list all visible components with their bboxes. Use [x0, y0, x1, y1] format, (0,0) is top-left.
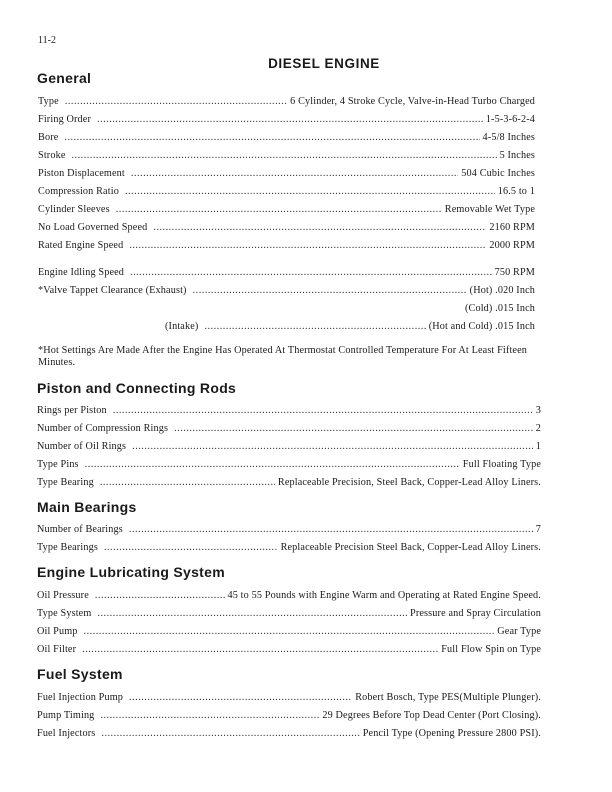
spec-row-no-load-governed-speed [38, 222, 535, 233]
dot-leader [85, 459, 460, 470]
spec-row-stroke [38, 150, 535, 161]
spec-row-type [38, 96, 535, 107]
spec-value: 45 to 55 Pounds with Engine Warm and Operating at Rated Engine Speed. [227, 590, 541, 601]
dot-leader [130, 267, 492, 278]
spec-row-cylinder-sleeves [38, 204, 535, 215]
spec-label: Number of Compression Rings [37, 423, 169, 434]
dot-leader [72, 150, 497, 161]
spec-label: Number of Oil Rings [37, 441, 127, 452]
spec-row-fuel-injection-pump [37, 692, 541, 703]
spec-row-pump-timing [37, 710, 541, 721]
section-heading-general: General [37, 70, 92, 86]
spec-label: Fuel Injection Pump [37, 692, 124, 703]
dot-leader [82, 644, 438, 655]
spec-label: Stroke [38, 150, 66, 161]
spec-label: (Intake) [165, 321, 199, 332]
dot-leader [129, 524, 533, 535]
spec-row-type-pins [37, 459, 541, 470]
spec-value: 2 [535, 423, 541, 434]
spec-label: Compression Ratio [38, 186, 119, 197]
spec-value: 5 Inches [499, 150, 535, 161]
spec-label: Oil Filter [37, 644, 77, 655]
dot-leader [64, 132, 479, 143]
spec-label: No Load Governed Speed [38, 222, 148, 233]
spec-row-oil-filter [37, 644, 541, 655]
dot-leader [116, 204, 442, 215]
spec-value: 3 [535, 405, 541, 416]
dot-leader [129, 692, 352, 703]
spec-row-compression-ratio [38, 186, 535, 197]
section-heading-fuel-system: Fuel System [37, 666, 123, 682]
spec-row-fuel-injectors [37, 728, 541, 739]
section-heading-piston: Piston and Connecting Rods [37, 380, 237, 396]
spec-label: Type Bearing [37, 477, 94, 488]
dot-leader [84, 626, 495, 637]
spec-label: Type Pins [37, 459, 79, 470]
dot-leader [131, 168, 458, 179]
spec-row-type-bearings [37, 542, 541, 553]
spec-value: 2160 RPM [489, 222, 535, 233]
spec-value: 750 RPM [494, 267, 535, 278]
spec-row-compression-rings [37, 423, 541, 434]
section-heading-main-bearings: Main Bearings [37, 499, 137, 515]
spec-row-engine-idling-speed [38, 267, 535, 278]
spec-label: Piston Displacement [38, 168, 125, 179]
spec-value: 1 [535, 441, 541, 452]
spec-label: Type Bearings [37, 542, 98, 553]
spec-value: 4-5/8 Inches [482, 132, 535, 143]
spec-value: Replaceable Precision Steel Back, Copper-Lead Alloy Liners. [280, 542, 541, 553]
spec-value: 6 Cylinder, 4 Stroke Cycle, Valve-in-Head Turbo Charged [290, 96, 535, 107]
spec-value: Replaceable Precision, Steel Back, Copper-Lead Alloy Liners. [277, 477, 541, 488]
spec-label: Engine Idling Speed [38, 267, 125, 278]
spec-label: Type System [37, 608, 92, 619]
dot-leader [153, 222, 486, 233]
dot-leader [129, 240, 486, 251]
page-number: 11-2 [38, 35, 56, 46]
spec-row-rated-engine-speed [38, 240, 535, 251]
spec-row-bore [38, 132, 535, 143]
dot-leader [65, 96, 287, 107]
spec-label: Firing Order [38, 114, 92, 125]
footnote-hot-settings: *Hot Settings Are Made After the Engine Has Operated At Thermostat Controlled Temperature For At Least Fifteen Minutes. [38, 345, 528, 368]
spec-value: (Hot and Cold) .015 Inch [428, 321, 535, 332]
spec-row-type-bearing [37, 477, 541, 488]
dot-leader [104, 542, 278, 553]
spec-row-oil-pressure [37, 590, 541, 601]
spec-row-valve-tappet-exhaust [38, 285, 535, 296]
spec-value: (Hot) .020 Inch [469, 285, 535, 296]
dot-leader [204, 321, 425, 332]
spec-value: 2000 RPM [489, 240, 535, 251]
dot-leader [97, 608, 407, 619]
spec-label: Fuel Injectors [37, 728, 96, 739]
spec-row-oil-rings [37, 441, 541, 452]
spec-value: Pressure and Spray Circulation [410, 608, 541, 619]
spec-value: 16.5 to 1 [497, 186, 535, 197]
spec-value: Gear Type [497, 626, 541, 637]
spec-row-rings-per-piston [37, 405, 541, 416]
dot-leader [174, 423, 533, 434]
spec-label: Bore [38, 132, 59, 143]
spec-value: 1-5-3-6-2-4 [485, 114, 535, 125]
spec-row-oil-pump [37, 626, 541, 637]
spec-value: Full Flow Spin on Type [441, 644, 541, 655]
spec-row-type-system [37, 608, 541, 619]
dot-leader [97, 114, 483, 125]
spec-label: Type [38, 96, 59, 107]
spec-label: Rated Engine Speed [38, 240, 124, 251]
dot-leader [193, 285, 467, 296]
spec-row-piston-displacement [38, 168, 535, 179]
spec-label: Rings per Piston [37, 405, 107, 416]
spec-row-firing-order [38, 114, 535, 125]
spec-value: (Cold) .015 Inch [464, 303, 535, 314]
dot-leader [95, 590, 225, 601]
spec-label: *Valve Tappet Clearance (Exhaust) [38, 285, 187, 296]
spec-row-valve-tappet-intake [165, 321, 535, 332]
dot-leader [132, 441, 533, 452]
spec-value: Pencil Type (Opening Pressure 2800 PSI). [362, 728, 541, 739]
spec-value: 504 Cubic Inches [461, 168, 535, 179]
spec-value: Removable Wet Type [444, 204, 535, 215]
spec-label: Oil Pump [37, 626, 78, 637]
spec-label: Pump Timing [37, 710, 95, 721]
spec-row-number-of-bearings [37, 524, 541, 535]
spec-value: Full Floating Type [462, 459, 541, 470]
spec-value: Robert Bosch, Type PES(Multiple Plunger). [355, 692, 541, 703]
dot-leader [125, 186, 495, 197]
spec-label: Number of Bearings [37, 524, 123, 535]
section-heading-lubricating-system: Engine Lubricating System [37, 564, 225, 580]
dot-leader [100, 710, 319, 721]
dot-leader [101, 728, 359, 739]
spec-value: 29 Degrees Before Top Dead Center (Port Closing). [322, 710, 541, 721]
dot-leader [100, 477, 275, 488]
spec-label: Oil Pressure [37, 590, 89, 601]
spec-value: 7 [535, 524, 541, 535]
dot-leader [113, 405, 533, 416]
spec-row-valve-tappet-exhaust-cold [38, 303, 535, 314]
document-title: DIESEL ENGINE [268, 56, 380, 71]
spec-label: Cylinder Sleeves [38, 204, 110, 215]
